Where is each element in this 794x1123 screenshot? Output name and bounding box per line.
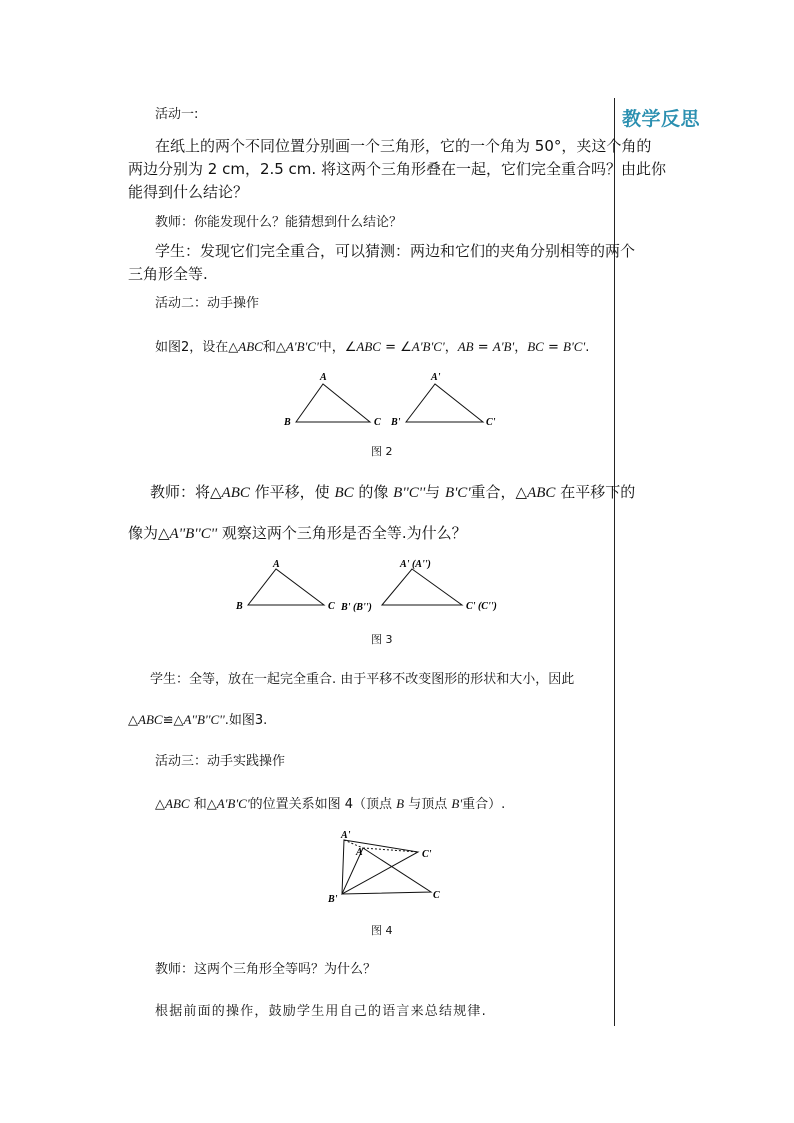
label-C-prime: C' — [486, 417, 496, 428]
label-A-prime: A' — [431, 372, 441, 383]
student-answer-1-line1: 学生：发现它们完全重合，可以猜测：两边和它们的夹角分别相等的两个 — [155, 242, 636, 260]
label-A: A — [320, 372, 327, 383]
label-B-prime: B' — [328, 894, 338, 905]
figure3-caption: 图 3 — [371, 633, 393, 646]
figure4-caption: 图 4 — [371, 924, 393, 937]
figure2-caption: 图 2 — [371, 445, 393, 458]
activity3-title: 活动三：动手实践操作 — [155, 754, 286, 769]
label-A-prime-double: A' (A'') — [400, 559, 431, 570]
dashed-segment-a-c2 — [363, 848, 418, 852]
margin-divider — [614, 98, 615, 1026]
closing-remark: 根据前面的操作，鼓励学生用自己的语言来总结规律. — [155, 1004, 487, 1019]
label-B: B — [236, 601, 243, 612]
activity1-title: 活动一: — [155, 107, 199, 122]
label-C: C — [433, 890, 440, 901]
triangle-a2b2c2 — [342, 840, 418, 894]
activity3-body: △ABC 和△A'B'C'的位置关系如图 4（顶点 B 与顶点 B'重合）. — [155, 796, 506, 812]
triangle-a2b2c2 — [382, 569, 462, 605]
label-A: A — [356, 847, 363, 858]
figure-3 — [234, 557, 509, 621]
teacher-question-1: 教师：你能发现什么？能猜想到什么结论？ — [155, 215, 403, 230]
triangle-abc — [248, 569, 324, 605]
label-C: C — [328, 601, 335, 612]
figure-2 — [278, 370, 508, 436]
activity2-title: 活动二：动手操作 — [155, 296, 260, 311]
figure-4 — [325, 828, 455, 912]
teacher-instruction-line1: 教师：将△ABC 作平移，使 BC 的像 B''C''与 B'C'重合，△ABC 在平移下的 — [150, 483, 636, 501]
triangle-abc — [296, 384, 370, 422]
activity1-body-line1: 在纸上的两个不同位置分别画一个三角形，它的一个角为 50°，夹这个角的 — [155, 137, 652, 155]
triangle-a2b2c2 — [406, 384, 483, 422]
label-C-prime: C' — [422, 849, 432, 860]
label-B-prime-double: B' (B'') — [341, 602, 372, 613]
label-A: A — [273, 559, 280, 570]
label-B-prime: B' — [391, 417, 401, 428]
label-C-prime-double: C' (C'') — [466, 601, 497, 612]
activity1-body-line2: 两边分别为 2 cm，2.5 cm. 将这两个三角形叠在一起，它们完全重合吗？由此你 — [128, 160, 666, 178]
teacher-instruction-line2: 像为△A''B''C'' 观察这两个三角形是否全等.为什么？ — [128, 524, 467, 542]
student-answer-2-line2: △ABC≌△A''B''C''.如图3. — [128, 712, 268, 728]
label-B: B — [284, 417, 291, 428]
label-A-prime: A' — [341, 830, 351, 841]
side-heading: 教学反思 — [622, 108, 701, 130]
activity1-body-line3: 能得到什么结论？ — [128, 183, 249, 201]
teacher-question-3: 教师：这两个三角形全等吗？为什么？ — [155, 962, 377, 977]
student-answer-2-line1: 学生：全等，放在一起完全重合. 由于平移不改变图形的形状和大小，因此 — [150, 672, 575, 687]
student-answer-1-line2: 三角形全等. — [128, 265, 208, 283]
figure2-statement: 如图2，设在△ABC和△A'B'C'中，∠ABC = ∠A'B'C'，AB = A'B'，BC = B'C'. — [155, 339, 590, 355]
label-C: C — [374, 417, 381, 428]
